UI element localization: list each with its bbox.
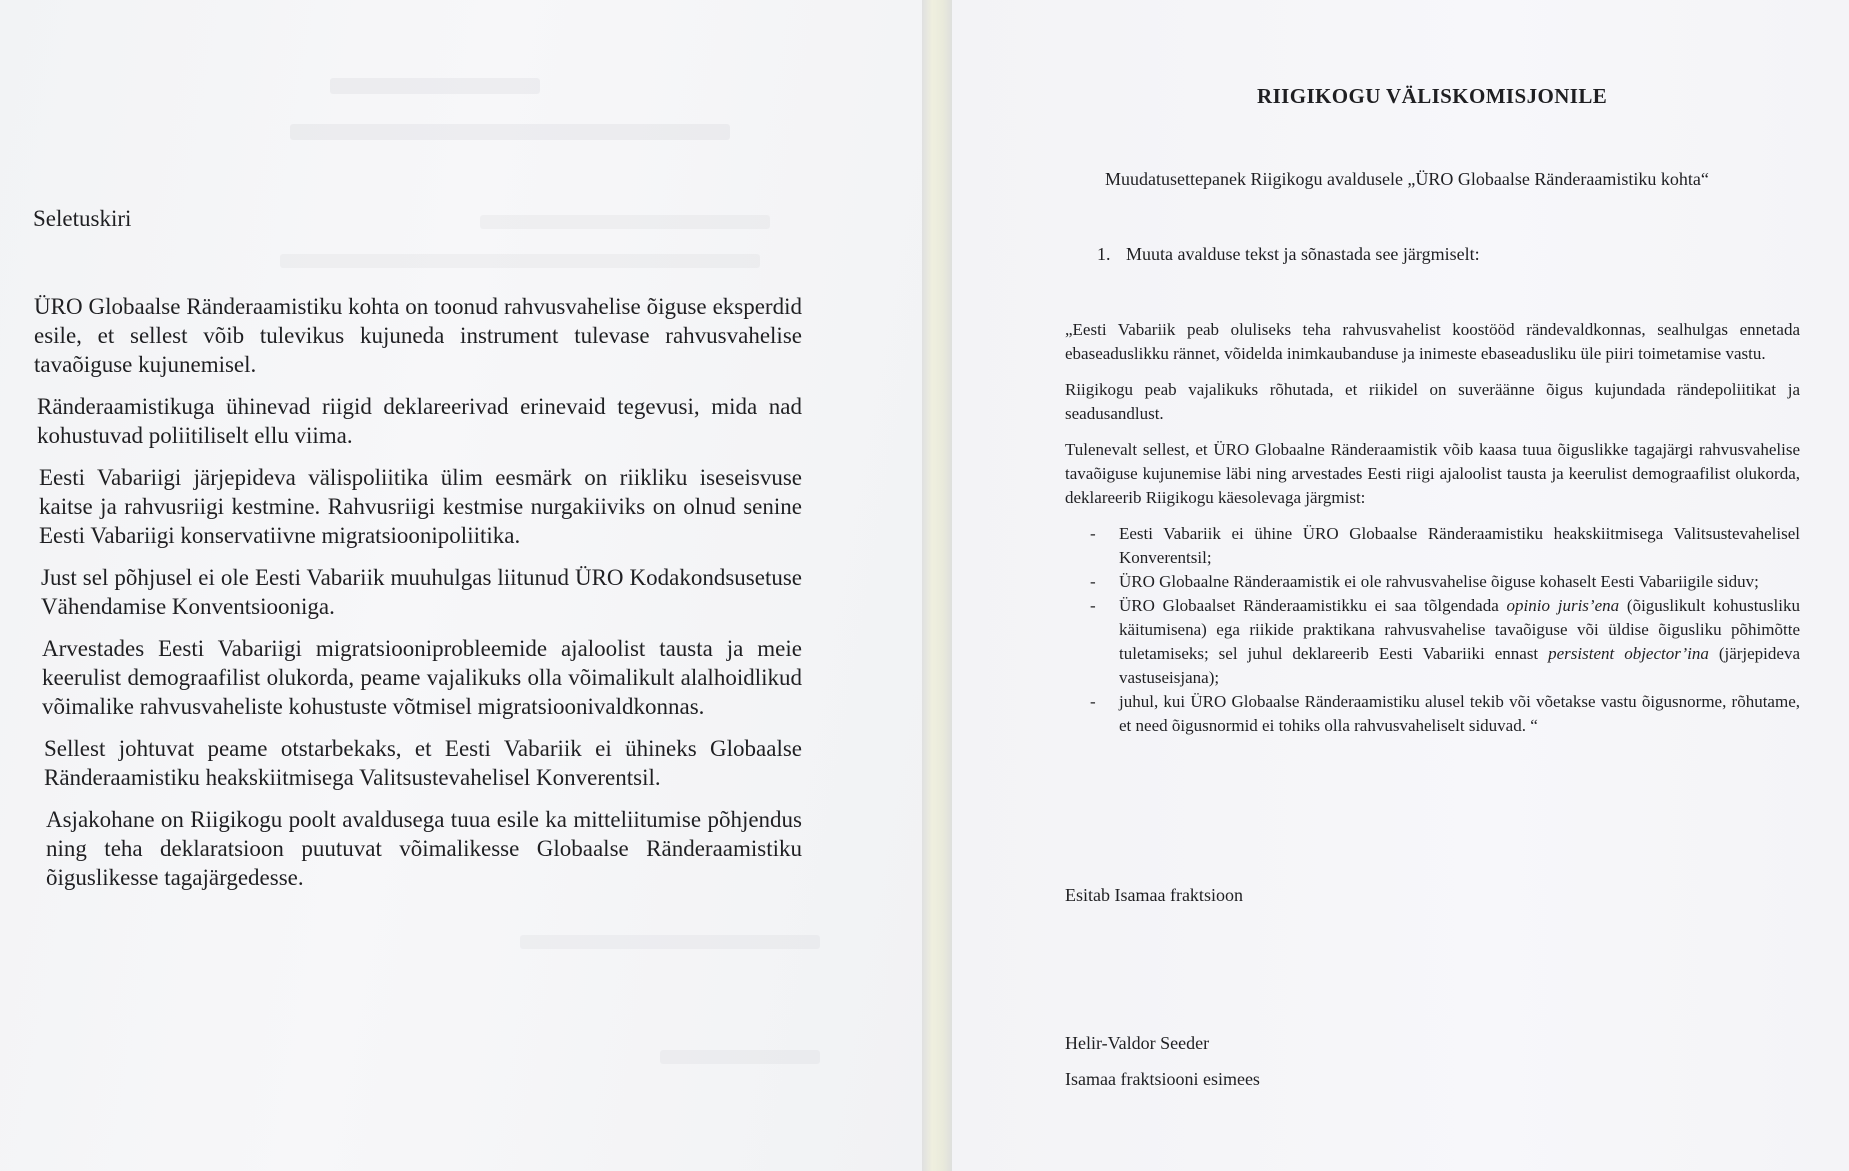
declaration-text: (õiguslikult kohustusliku käitumisena) ega riikide praktikana rahvusvahelise tavaõiguse või üldise õigusliku põhimõtte tuletamiseks; sel juhul deklareerib Eesti Vabariiki ennast bbox=[1119, 596, 1800, 663]
bleed-through-mark bbox=[330, 78, 540, 94]
declaration-text: ÜRO Globaalne Ränderaamistik ei ole rahvusvahelise õiguse kohaselt Eesti Vabariigile siduv; bbox=[1119, 572, 1759, 591]
numbered-point bbox=[1097, 244, 1480, 265]
point-number: 1. bbox=[1097, 244, 1111, 264]
bullet-dash: - bbox=[1090, 692, 1096, 711]
submitter-line: Esitab Isamaa fraktsioon bbox=[1065, 885, 1243, 905]
explanatory-paragraph: Arvestades Eesti Vabariigi migratsiooniprobleemide ajaloolist tausta ja meie keerulist demograafilist olukorda, peame vajalikuks olla võimalikult alalhoidlikud võimalike rahvusvaheliste kohustuste võtmisel migratsioonivaldkonnas. bbox=[42, 636, 802, 719]
bullet-dash: - bbox=[1090, 524, 1096, 543]
declaration-text: Eesti Vabariik ei ühine ÜRO Globaalse Ränderaamistiku heakskiitmisega Valitsustevahelisel Konverentsil; bbox=[1119, 524, 1800, 567]
signer-role: Isamaa fraktsiooni esimees bbox=[1065, 1069, 1260, 1089]
declaration-text: ÜRO Globaalset Ränderaamistikku ei saa tõlgendada bbox=[1119, 596, 1507, 615]
bleed-through-mark bbox=[480, 215, 770, 229]
declaration-list bbox=[1065, 522, 1800, 738]
explanatory-paragraph: Just sel põhjusel ei ole Eesti Vabariik muuhulgas liitunud ÜRO Kodakondsusetuse Vähendamise Konventsiooniga. bbox=[41, 565, 802, 619]
bleed-through-mark bbox=[290, 124, 730, 140]
explanatory-note-heading: Seletuskiri bbox=[33, 206, 132, 231]
bleed-through-mark bbox=[280, 254, 760, 268]
explanatory-paragraph: Ränderaamistikuga ühinevad riigid deklareerivad erinevaid tegevusi, mida nad kohustuvad poliitiliselt ellu viima. bbox=[37, 394, 802, 448]
latin-term: opinio juris’ena bbox=[1506, 596, 1620, 615]
page-gutter bbox=[922, 0, 952, 1171]
bleed-through-mark bbox=[520, 935, 820, 949]
right-page bbox=[952, 0, 1849, 1171]
explanatory-paragraph: Eesti Vabariigi järjepideva välispoliitika ülim eesmärk on riikliku iseseisvuse kaitse ja rahvusriigi kestmine. Rahvusriigi kestmise nurgakiiviks on olnud senine Eesti Vabariigi konservatiivne migratsioonipoliitika. bbox=[39, 465, 802, 548]
declaration-item bbox=[1065, 570, 1800, 594]
proposed-paragraph: Tulenevalt sellest, et ÜRO Globaalne Ränderaamistik võib kaasa tuua õiguslikke tagajärgi rahvusvahelise tavaõiguse kujunemise läbi ning arvestades Eesti riigi ajaloolist tausta ja keerulist demograafilist olukorda, deklareerib Riigikogu käesolevaga järgmist: bbox=[1065, 440, 1800, 507]
point-text: Muuta avalduse tekst ja sõnastada see järgmiselt: bbox=[1126, 244, 1480, 264]
explanatory-note-body bbox=[34, 292, 802, 905]
bleed-through-mark bbox=[660, 1050, 820, 1064]
proposed-paragraph: Riigikogu peab vajalikuks rõhutada, et riikidel on suveräänne õigus kujundada rändepoliitikat ja seadusandlust. bbox=[1065, 380, 1800, 423]
declaration-text: juhul, kui ÜRO Globaalse Ränderaamistiku alusel tekib või võetakse vastu õigusnorme, rõhutame, et need õigusnormid ei tohiks olla rahvusvaheliselt siduvad. “ bbox=[1119, 692, 1800, 735]
proposed-paragraph: „Eesti Vabariik peab oluliseks teha rahvusvahelist koostööd rändevaldkonnas, sealhulgas ennetada ebaseaduslikku rännet, võidelda inimkaubanduse ja inimeste ebaseadusliku üle piiri toimetamise vastu. bbox=[1065, 320, 1800, 363]
left-page bbox=[0, 0, 922, 1171]
explanatory-paragraph: ÜRO Globaalse Ränderaamistiku kohta on toonud rahvusvahelise õiguse eksperdid esile, et sellest võib tulevikus kujuneda instrument tulevase rahvusvahelise tavaõiguse kujunemisel. bbox=[34, 294, 802, 377]
latin-term: persistent objector’ina bbox=[1548, 644, 1709, 663]
declaration-text: (järjepideva vastuseisjana); bbox=[1119, 644, 1800, 687]
bullet-dash: - bbox=[1090, 572, 1096, 591]
declaration-item bbox=[1065, 522, 1800, 570]
bullet-dash: - bbox=[1090, 596, 1096, 615]
declaration-item bbox=[1065, 690, 1800, 738]
committee-title: RIIGIKOGU VÄLISKOMISJONILE bbox=[1257, 84, 1608, 108]
explanatory-paragraph: Asjakohane on Riigikogu poolt avaldusega tuua esile ka mitteliitumise põhjendus ning teha deklaratsioon puutuvat võimalikesse Globaalse Ränderaamistiku õiguslikesse tagajärgedesse. bbox=[46, 807, 802, 890]
proposed-text bbox=[1065, 318, 1800, 738]
amendment-subtitle: Muudatusettepanek Riigikogu avaldusele „ÜRO Globaalse Ränderaamistiku kohta“ bbox=[1105, 169, 1709, 189]
explanatory-paragraph: Sellest johtuvat peame otstarbekaks, et Eesti Vabariik ei ühineks Globaalse Ränderaamistiku heakskiitmisega Valitsustevahelisel Konverentsil. bbox=[44, 736, 802, 790]
signer-name: Helir-Valdor Seeder bbox=[1065, 1033, 1210, 1053]
declaration-item bbox=[1065, 594, 1800, 690]
